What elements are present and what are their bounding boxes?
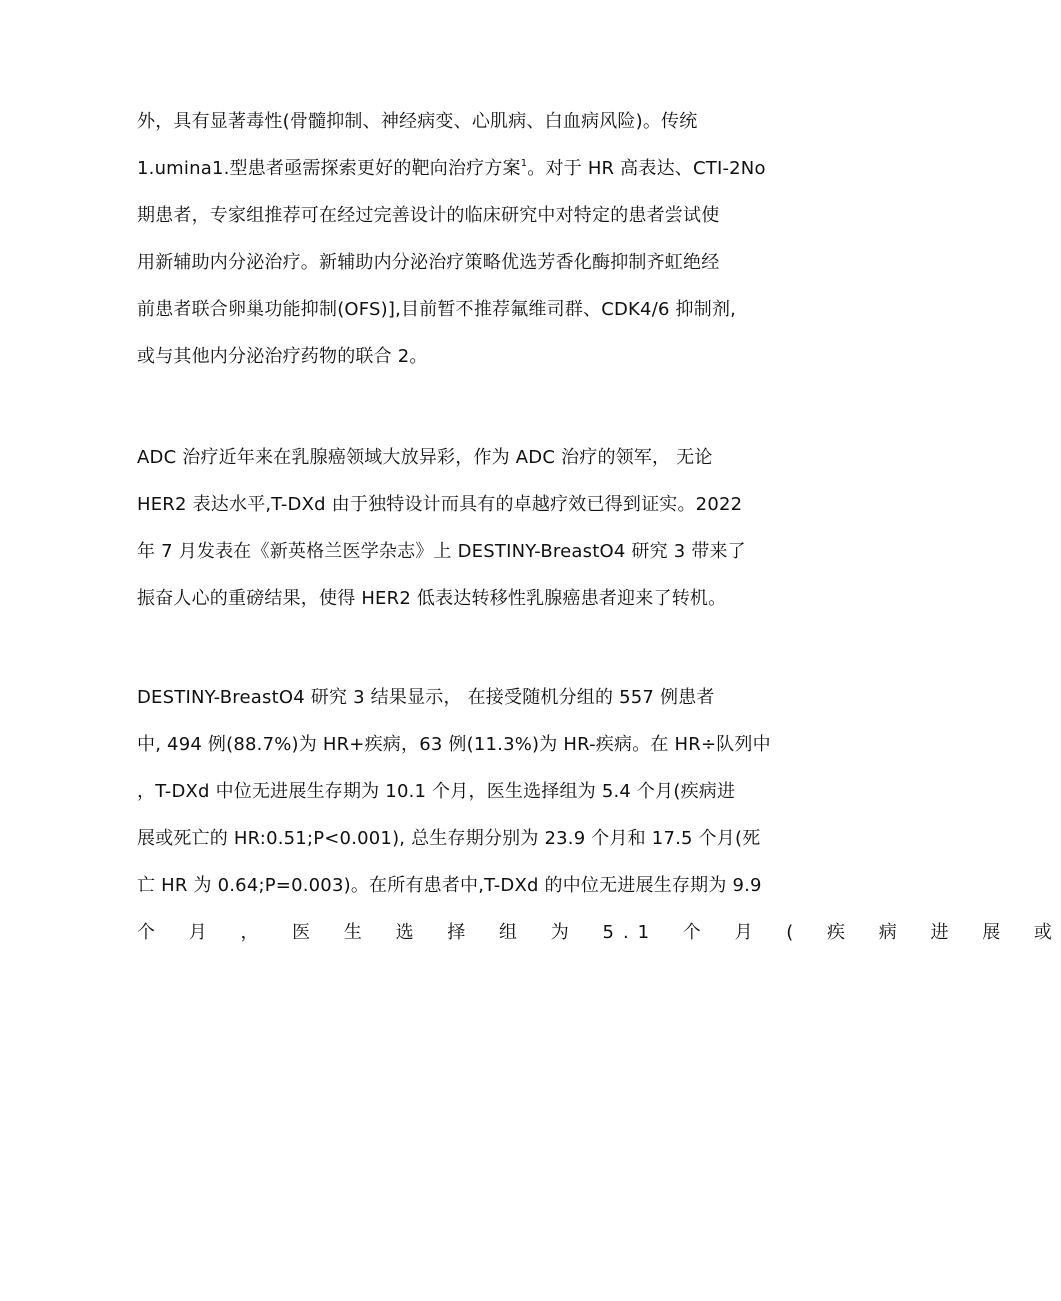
citation-superscript: 1	[520, 158, 528, 169]
text-line: DESTINY-BreastO4 研究 3 结果显示， 在接受随机分组的 557 例患者	[137, 687, 715, 708]
text-line-tail: 。对于 HR 高表达、CTI-2No	[527, 158, 766, 179]
text-line: 或与其他内分泌治疗药物的联合 2。	[137, 346, 428, 367]
text-line: 亡 HR 为 0.64;P=0.003)。在所有患者中,T-DXd 的中位无进展生存期为 9.9	[137, 875, 762, 896]
paragraph-3	[137, 680, 1061, 962]
text-line: 年 7 月发表在《新英格兰医学杂志》上 DESTINY-BreastO4 研究 3 带来了	[137, 541, 746, 562]
text-line: 振奋人心的重磅结果，使得 HER2 低表达转移性乳腺癌患者迎来了转机。	[137, 588, 727, 609]
text-line: 展或死亡的 HR:0.51;P<0.001), 总生存期分别为 23.9 个月和 17.5 个月(死	[137, 828, 761, 849]
text-line: 外，具有显著毒性(骨髓抑制、神经病变、心肌病、白血病风险)。传统	[137, 111, 698, 132]
text-line: 期患者，专家组推荐可在经过完善设计的临床研究中对特定的患者尝试使	[137, 205, 720, 226]
paragraph-1	[137, 104, 787, 386]
text-line: ADC 治疗近年来在乳腺癌领域大放异彩，作为 ADC 治疗的领军， 无论	[137, 447, 713, 468]
text-line: 个 月 ， 医 生 选 择 组 为 5.1 个 月 ( 疾 病 进 展 或	[137, 922, 1061, 943]
text-line: ，T-DXd 中位无进展生存期为 10.1 个月，医生选择组为 5.4 个月(疾病进	[137, 781, 736, 802]
text-line	[137, 151, 787, 198]
text-line: 中, 494 例(88.7%)为 HR+疾病，63 例(11.3%)为 HR-疾病。在 HR÷队列中	[137, 734, 771, 755]
text-line-head: 1.umina1.型患者亟需探索更好的靶向治疗方案	[137, 158, 521, 179]
text-line: 用新辅助内分泌治疗。新辅助内分泌治疗策略优选芳香化酶抑制齐虹绝经	[137, 252, 720, 273]
text-line: 前患者联合卵巢功能抑制(OFS)],目前暂不推荐氟维司群、CDK4/6 抑制剂,	[137, 299, 737, 320]
paragraph-2	[137, 440, 787, 628]
text-line: HER2 表达水平,T-DXd 由于独特设计而具有的卓越疗效已得到证实。2022	[137, 494, 743, 515]
